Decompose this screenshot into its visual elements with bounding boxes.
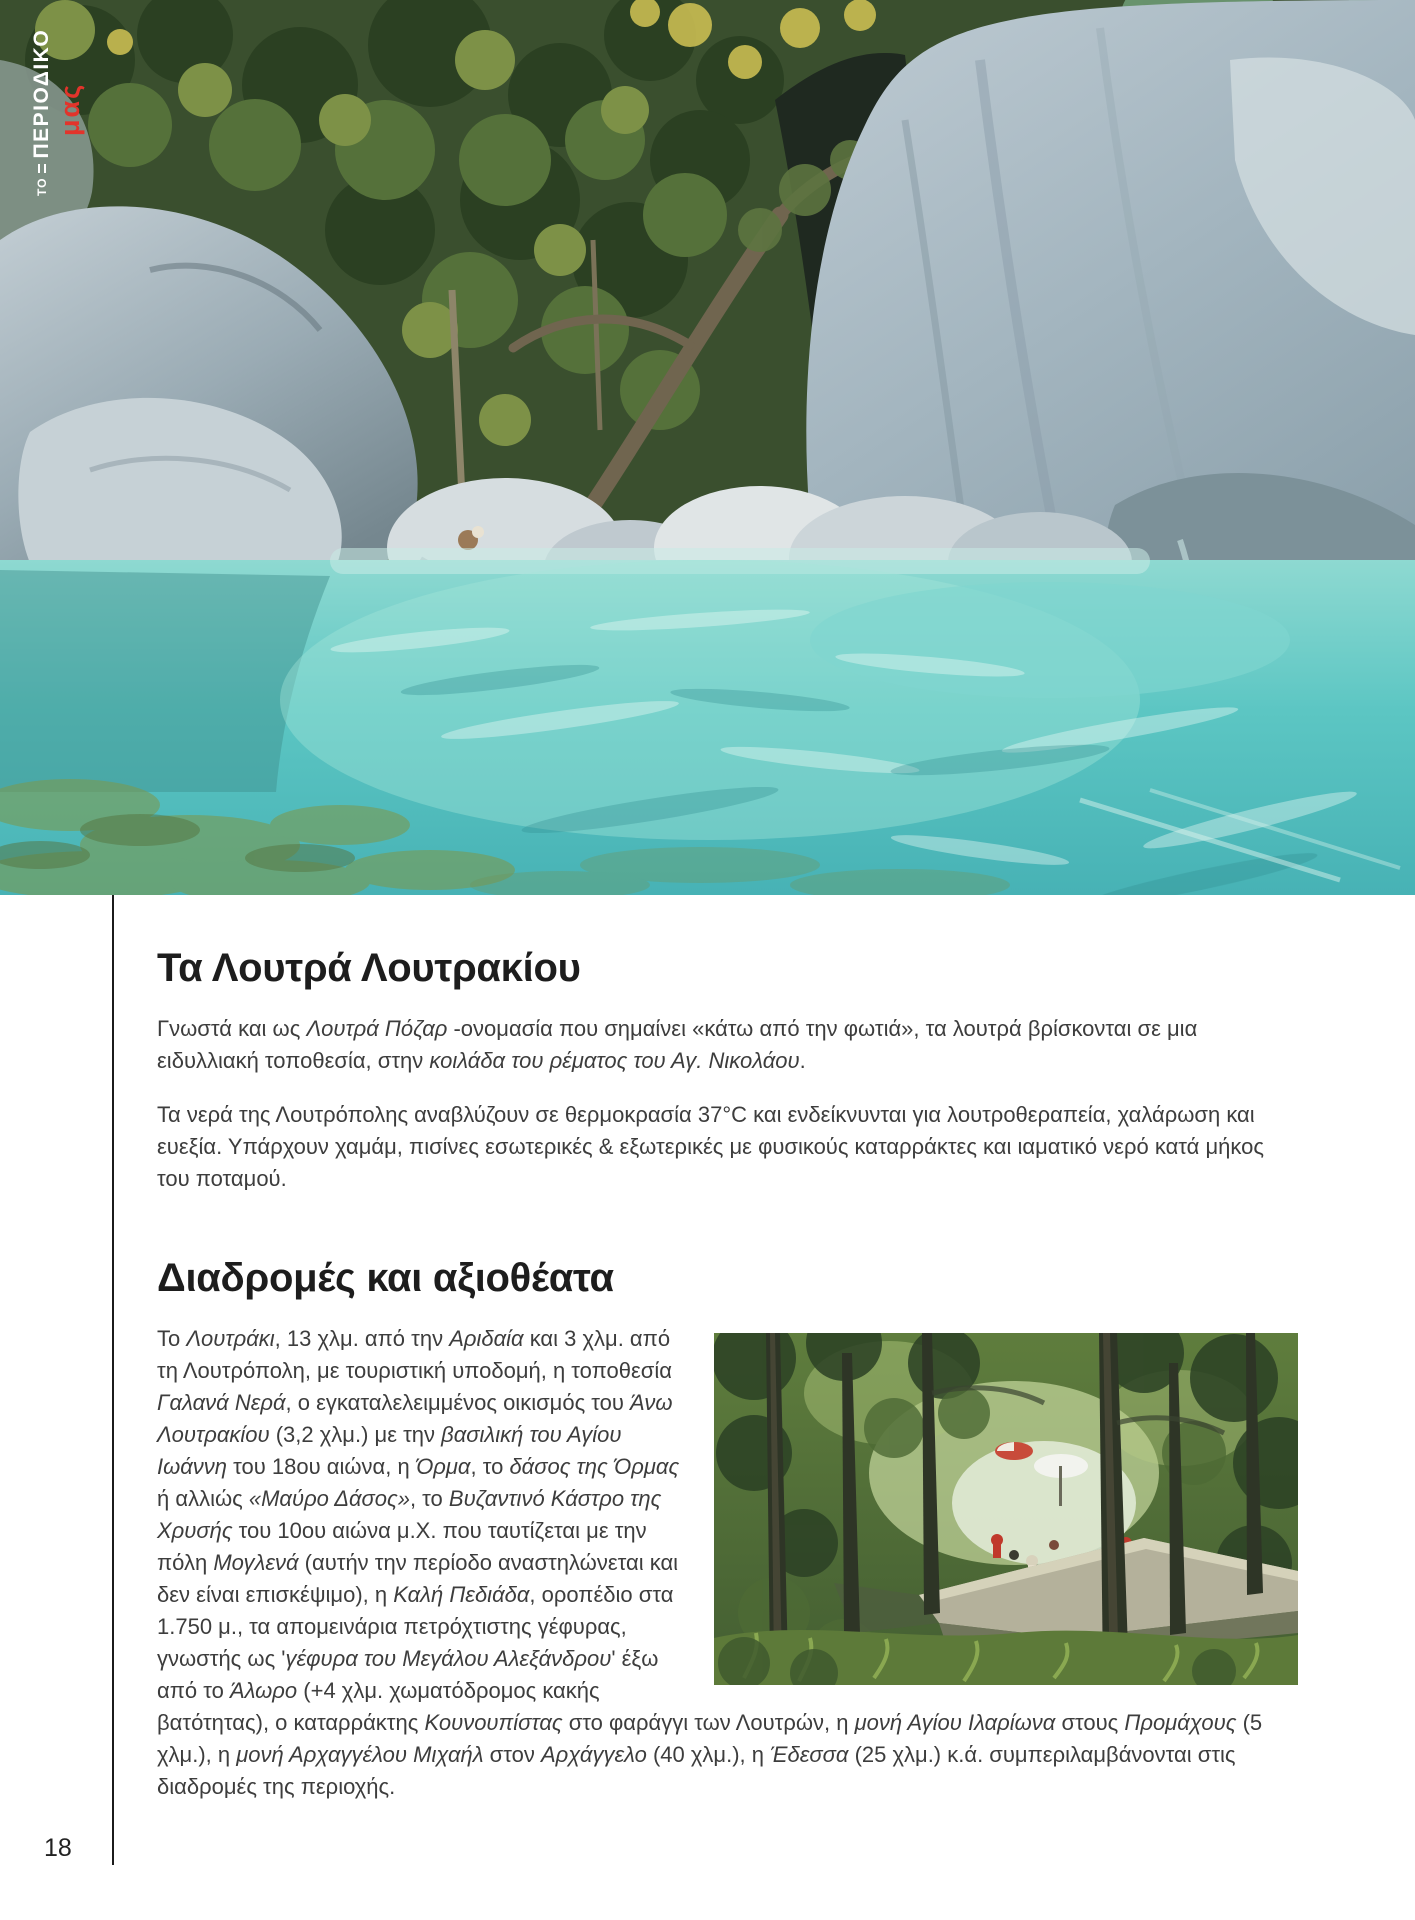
- vertical-rule: [112, 895, 114, 1865]
- section-2-body: [157, 1323, 1298, 1803]
- section-2-paragraph-1: Το Λουτράκι, 13 χλμ. από την Αριδαία και 3 χλμ. από τη Λουτρόπολη, με τουριστική υποδομή, η τοποθεσία Γαλανά Νερά, ο εγκαταλελειμμένος οικισμός του Άνω Λουτρακίου (3,2 χλμ.) με την βασιλική του Αγίου Ιωάννη του 18ου αιώνα, η Όρμα, το δάσος της Όρμας ή αλλιώς «Μαύρο Δάσος», το Βυζαντινό Κάστρο της Χρυσής του 10ου αιώνα μ.Χ. που ταυτίζεται με την πόλη Μογλενά (αυτήν την περίοδο αναστηλώνεται και δεν είναι επισκέψιμο), η Καλή Πεδιάδα, οροπέδιο στα 1.750 μ., τα απομεινάρια πετρόχτιστης γέφυρας, γνωστής ως 'γέφυρα του Μεγάλου Αλεξάνδρου' έξω από το Άλωρο (+4 χλμ. χωματόδρομος κακής βατότητας), ο καταρράκτης Κουνουπίστας στο φαράγγι των Λουτρών, η μονή Αγίου Ιλαρίωνα στους Προμάχους (5 χλμ.), η μονή Αρχαγγέλου Μιχαήλ στον Αρχάγγελο (40 χλμ.), η Έδεσσα (25 χλμ.) κ.ά. συμπεριλαμβάνονται στις διαδρομές της περιοχής.: [157, 1326, 1263, 1799]
- logo-prefix: ΤΟ: [34, 177, 49, 196]
- article: [157, 895, 1298, 1803]
- inset-photo-illustration: [714, 1333, 1298, 1685]
- page-number: 18: [44, 1834, 72, 1862]
- section-2-heading: Διαδρομές και αξιοθέατα: [157, 1256, 614, 1300]
- magazine-logo: [30, 26, 86, 204]
- section-1-heading: Τα Λουτρά Λουτρακίου: [157, 946, 581, 990]
- inset-photo: [714, 1333, 1298, 1685]
- section-1-paragraph-2: Τα νερά της Λουτρόπολης αναβλύζουν σε θερμοκρασία 37°C και ενδείκνυνται για λουτροθεραπεία, χαλάρωση και ευεξία. Υπάρχουν χαμάμ, πισίνες εσωτερικές & εξωτερικές με φυσικούς καταρράκτες και ιαματικό νερό κατά μήκος του ποταμού.: [157, 1102, 1264, 1191]
- logo-title: ΠΕΡΙΟΔΙΚΟ: [30, 28, 53, 159]
- logo-suffix: μας: [55, 82, 85, 136]
- hero-photo: [0, 0, 1415, 895]
- water: [0, 548, 1415, 895]
- section-1-paragraph-1: Γνωστά και ως Λουτρά Πόζαρ -ονομασία που σημαίνει «κάτω από την φωτιά», τα λουτρά βρίσκονται σε μια ειδυλλιακή τοποθεσία, στην κοιλάδα του ρέματος του Αγ. Νικολάου.: [157, 1016, 1198, 1073]
- logo-lines-icon: [38, 164, 46, 173]
- hero-photo-illustration: [0, 0, 1415, 895]
